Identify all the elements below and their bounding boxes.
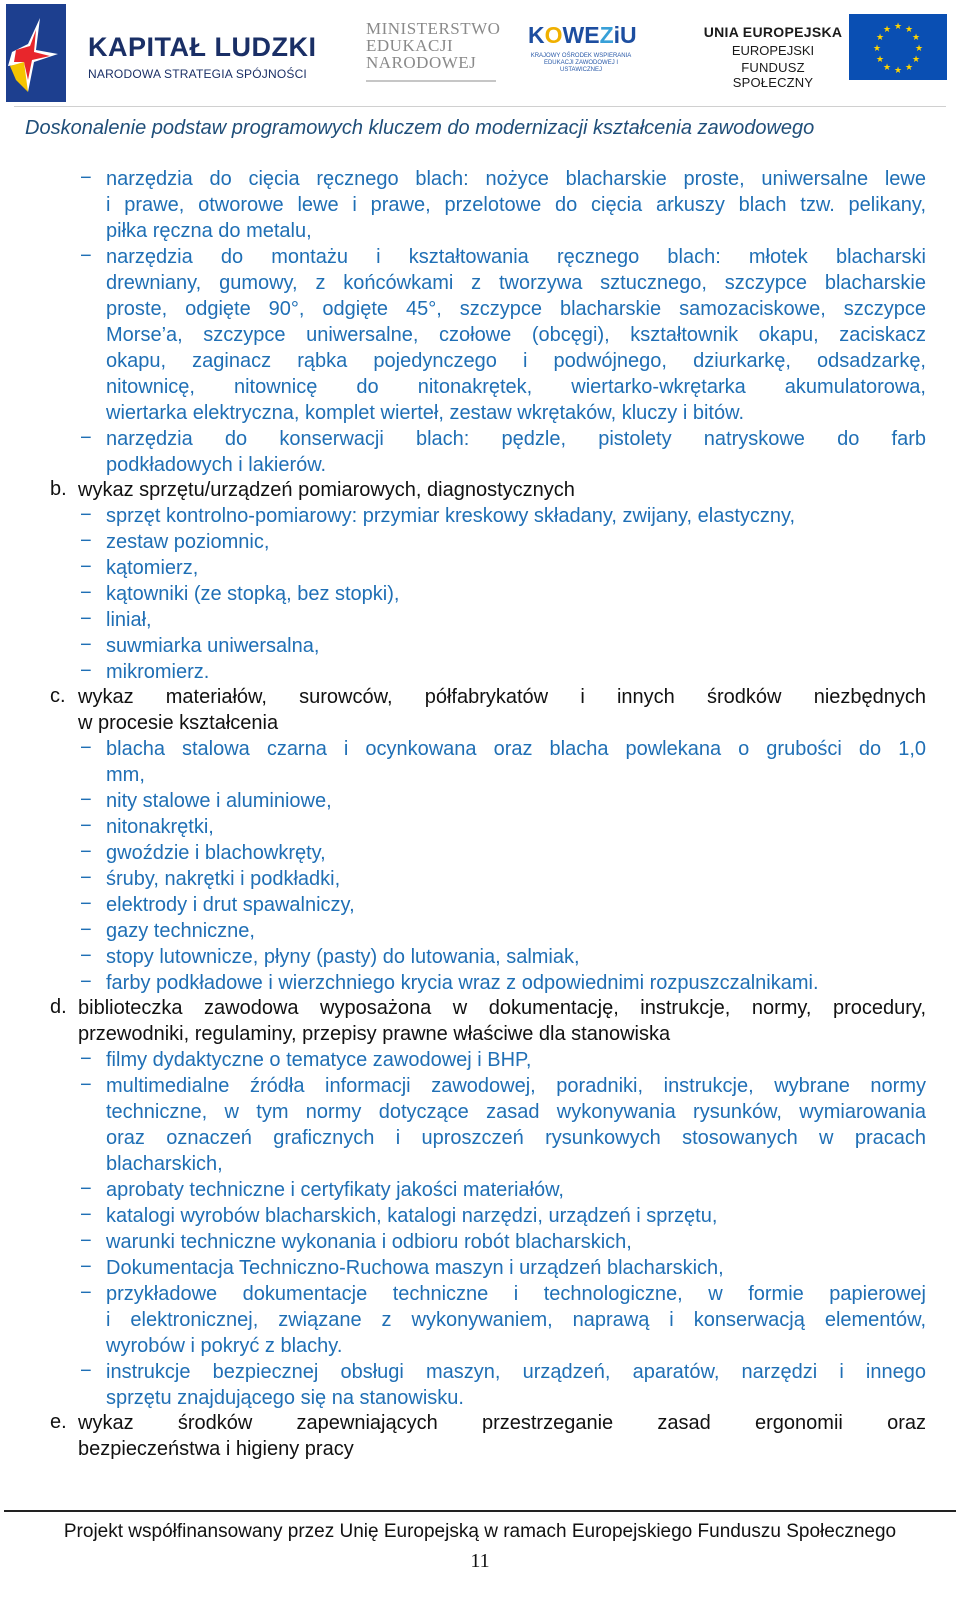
list-item-line: gwoździe i blachowkręty, bbox=[106, 842, 326, 864]
list-item-line: drewniany, gumowy, z końcówkami z tworzywa sztucznego, szczypce blacharskie bbox=[106, 272, 926, 294]
list-item-line: liniał, bbox=[106, 609, 152, 631]
list-dash: − bbox=[80, 608, 92, 630]
list-dash: − bbox=[80, 737, 92, 759]
section-heading-line: wykaz środków zapewniających przestrzeganie zasad ergonomii oraz bbox=[78, 1412, 926, 1434]
list-dash: − bbox=[80, 1074, 92, 1096]
list-item-line: bezpieczeństwa i higieny pracy bbox=[78, 1438, 354, 1460]
header-divider bbox=[14, 106, 946, 107]
list-item-line: aprobaty techniczne i certyfikaty jakości materiałów, bbox=[106, 1179, 564, 1201]
footer-text: Projekt współfinansowany przez Unię Europejską w ramach Europejskiego Funduszu Społecznego bbox=[63, 1521, 897, 1542]
section-heading-line: biblioteczka zawodowa wyposażona w dokumentację, instrukcje, normy, procedury, bbox=[78, 997, 926, 1019]
list-item-line: proste, odgięte 90°, odgięte 45°, szczypce blacharskie samozaciskowe, szczypce bbox=[106, 298, 926, 320]
page-header bbox=[0, 0, 960, 110]
list-item-line: nity stalowe i aluminiowe, bbox=[106, 790, 332, 812]
eu-flag-icon bbox=[849, 14, 947, 80]
ministry-line: EDUKACJI bbox=[366, 36, 454, 55]
section-marker: c. bbox=[50, 685, 66, 707]
list-dash: − bbox=[80, 815, 92, 837]
svg-text:★: ★ bbox=[882, 63, 892, 73]
list-item-line: blacha stalowa czarna i ocynkowana oraz blacha powlekana o grubości do 1,0 bbox=[106, 738, 926, 760]
list-item-line: sprzętu znajdującego się na stanowisku. bbox=[106, 1387, 464, 1409]
list-dash: − bbox=[80, 556, 92, 578]
koweziu-sub-line: EDUKACJI ZAWODOWEJ I USTAWICZNEJ bbox=[543, 60, 619, 73]
list-item-line: w procesie kształcenia bbox=[78, 712, 279, 734]
list-item-line: narzędzia do montażu i kształtowania ręcznego blach: młotek blacharski bbox=[106, 246, 926, 268]
svg-text:★: ★ bbox=[872, 44, 882, 54]
svg-text:★: ★ bbox=[882, 25, 892, 35]
svg-text:★: ★ bbox=[875, 33, 885, 43]
svg-text:★: ★ bbox=[914, 44, 924, 54]
list-item-line: przykładowe dokumentacje techniczne i technologiczne, w formie papierowej bbox=[106, 1283, 926, 1305]
list-item-line: narzędzia do cięcia ręcznego blach: nożyce blacharskie proste, uniwersalne lewe bbox=[106, 168, 926, 190]
svg-text:★: ★ bbox=[875, 55, 885, 65]
list-dash: − bbox=[80, 582, 92, 604]
list-item-line: przewodniki, regulaminy, przepisy prawne właściwe dla stanowiska bbox=[78, 1023, 671, 1045]
list-item-line: i elektronicznej, związane z wykonywaniem, naprawą i konserwacją elementów, bbox=[106, 1309, 926, 1331]
koweziu-logo bbox=[528, 22, 637, 74]
list-item-line: wiertarka elektryczna, komplet wierteł, zestaw wkrętaków, kluczy i bitów. bbox=[106, 402, 744, 424]
list-item-line: śruby, nakrętki i podkładki, bbox=[106, 868, 341, 890]
list-dash: − bbox=[80, 427, 92, 449]
list-dash: − bbox=[80, 945, 92, 967]
eu-line: FUNDUSZ SPOŁECZNY bbox=[732, 60, 814, 90]
koweziu-sub-line: KRAJOWY OŚRODEK WSPIERANIA bbox=[530, 53, 632, 59]
list-item-line: nitonakrętki, bbox=[106, 816, 214, 838]
list-dash: − bbox=[80, 893, 92, 915]
list-item-line: Morse’a, szczypce uniwersalne, czołowe (obcęgi), kształtownik okapu, zaciskacz bbox=[106, 324, 926, 346]
eu-fund-logo-text bbox=[703, 24, 843, 90]
list-item-line: elektrody i drut spawalniczy, bbox=[106, 894, 355, 916]
list-item-line: kątowniki (ze stopką, bez stopki), bbox=[106, 583, 400, 605]
svg-text:★: ★ bbox=[911, 55, 921, 65]
eu-line: UNIA EUROPEJSKA bbox=[703, 24, 843, 40]
list-dash: − bbox=[80, 1282, 92, 1304]
list-item-line: podkładowych i lakierów. bbox=[106, 454, 327, 476]
list-dash: − bbox=[80, 841, 92, 863]
list-item-line: mikromierz. bbox=[106, 661, 210, 683]
ministry-underline bbox=[366, 80, 496, 82]
ministry-line: MINISTERSTWO bbox=[366, 19, 501, 38]
list-item-line: piłka ręczna do metalu, bbox=[106, 220, 312, 242]
section-marker: b. bbox=[50, 478, 67, 500]
list-dash: − bbox=[80, 634, 92, 656]
svg-text:★: ★ bbox=[904, 63, 914, 73]
kapital-ludzki-title: KAPITAŁ LUDZKI bbox=[88, 32, 317, 62]
section-heading-line: wykaz materiałów, surowców, półfabrykatów i innych środków niezbędnych bbox=[78, 686, 926, 708]
kapital-ludzki-star-icon bbox=[6, 4, 66, 102]
list-item-line: farby podkładowe i wierzchniego krycia wraz z odpowiednimi rozpuszczalnikami. bbox=[106, 972, 819, 994]
list-dash: − bbox=[80, 789, 92, 811]
list-dash: − bbox=[80, 971, 92, 993]
svg-text:★: ★ bbox=[911, 33, 921, 43]
list-item-line: nitownicę, nitownicę do nitonakrętek, wiertarko-wkrętarka akumulatorowa, bbox=[106, 376, 926, 398]
svg-text:★: ★ bbox=[904, 25, 914, 35]
list-dash: − bbox=[80, 1204, 92, 1226]
list-item-line: multimedialne źródła informacji zawodowej, poradniki, instrukcje, wybrane normy bbox=[106, 1075, 926, 1097]
list-item-line: oraz oznaczeń graficznych i uproszczeń rysunkowych stosowanych w pracach bbox=[106, 1127, 926, 1149]
list-dash: − bbox=[80, 919, 92, 941]
list-item-line: instrukcje bezpiecznej obsługi maszyn, urządzeń, aparatów, narzędzi i innego bbox=[106, 1361, 926, 1383]
list-item-line: i prawe, otworowe lewe i prawe, przelotowe do cięcia arkuszy blach tzw. pelikany, bbox=[106, 194, 926, 216]
ministry-line: NARODOWEJ bbox=[366, 53, 477, 72]
list-item-line: kątomierz, bbox=[106, 557, 199, 579]
koweziu-title: KOWEZiU bbox=[528, 22, 637, 48]
list-dash: − bbox=[80, 1256, 92, 1278]
list-item-line: wyrobów i pokryć z blachy. bbox=[106, 1335, 343, 1357]
list-item-line: narzędzia do konserwacji blach: pędzle, pistolety natryskowe do farb bbox=[106, 428, 926, 450]
list-item-line: stopy lutownicze, płyny (pasty) do lutowania, salmiak, bbox=[106, 946, 580, 968]
list-item-line: filmy dydaktyczne o tematyce zawodowej i BHP, bbox=[106, 1049, 532, 1071]
section-marker: d. bbox=[50, 996, 67, 1018]
list-dash: − bbox=[80, 1048, 92, 1070]
list-item-line: gazy techniczne, bbox=[106, 920, 255, 942]
page-number: 11 bbox=[470, 1550, 490, 1572]
list-item-line: Dokumentacja Techniczno-Ruchowa maszyn i urządzeń blacharskich, bbox=[106, 1257, 724, 1279]
koweziu-subtitle bbox=[528, 53, 634, 74]
list-dash: − bbox=[80, 530, 92, 552]
list-dash: − bbox=[80, 1178, 92, 1200]
kapital-ludzki-logo bbox=[88, 34, 316, 81]
list-item-line: suwmiarka uniwersalna, bbox=[106, 635, 320, 657]
ministry-logo bbox=[366, 20, 500, 71]
svg-text:★: ★ bbox=[893, 66, 903, 76]
section-marker: e. bbox=[50, 1411, 67, 1433]
list-item-line: katalogi wyrobów blacharskich, katalogi narzędzi, urządzeń i sprzętu, bbox=[106, 1205, 718, 1227]
eu-line: EUROPEJSKI bbox=[731, 43, 815, 58]
footer-divider bbox=[4, 1510, 956, 1512]
list-item-line: techniczne, w tym normy dotyczące zasad wykonywania rysunków, wymiarowania bbox=[106, 1101, 926, 1123]
list-dash: − bbox=[80, 167, 92, 189]
section-heading-line: wykaz sprzętu/urządzeń pomiarowych, diagnostycznych bbox=[78, 479, 575, 501]
list-dash: − bbox=[80, 867, 92, 889]
list-dash: − bbox=[80, 1230, 92, 1252]
list-item-line: mm, bbox=[106, 764, 145, 786]
list-item-line: okapu, zaginacz rąbka pojedynczego i podwójnego, dziurkarkę, odsadzarkę, bbox=[106, 350, 926, 372]
list-dash: − bbox=[80, 660, 92, 682]
svg-text:★: ★ bbox=[893, 22, 903, 32]
list-item-line: warunki techniczne wykonania i odbioru robót blacharskich, bbox=[106, 1231, 632, 1253]
list-item-line: sprzęt kontrolno-pomiarowy: przymiar kreskowy składany, zwijany, elastyczny, bbox=[106, 505, 796, 527]
list-item-line: blacharskich, bbox=[106, 1153, 223, 1175]
list-item-line: zestaw poziomnic, bbox=[106, 531, 270, 553]
list-dash: − bbox=[80, 1360, 92, 1382]
kapital-ludzki-subtitle: NARODOWA STRATEGIA SPÓJNOŚCI bbox=[88, 67, 307, 81]
list-dash: − bbox=[80, 504, 92, 526]
list-dash: − bbox=[80, 245, 92, 267]
document-title: Doskonalenie podstaw programowych kluczem do modernizacji kształcenia zawodowego bbox=[25, 117, 815, 139]
